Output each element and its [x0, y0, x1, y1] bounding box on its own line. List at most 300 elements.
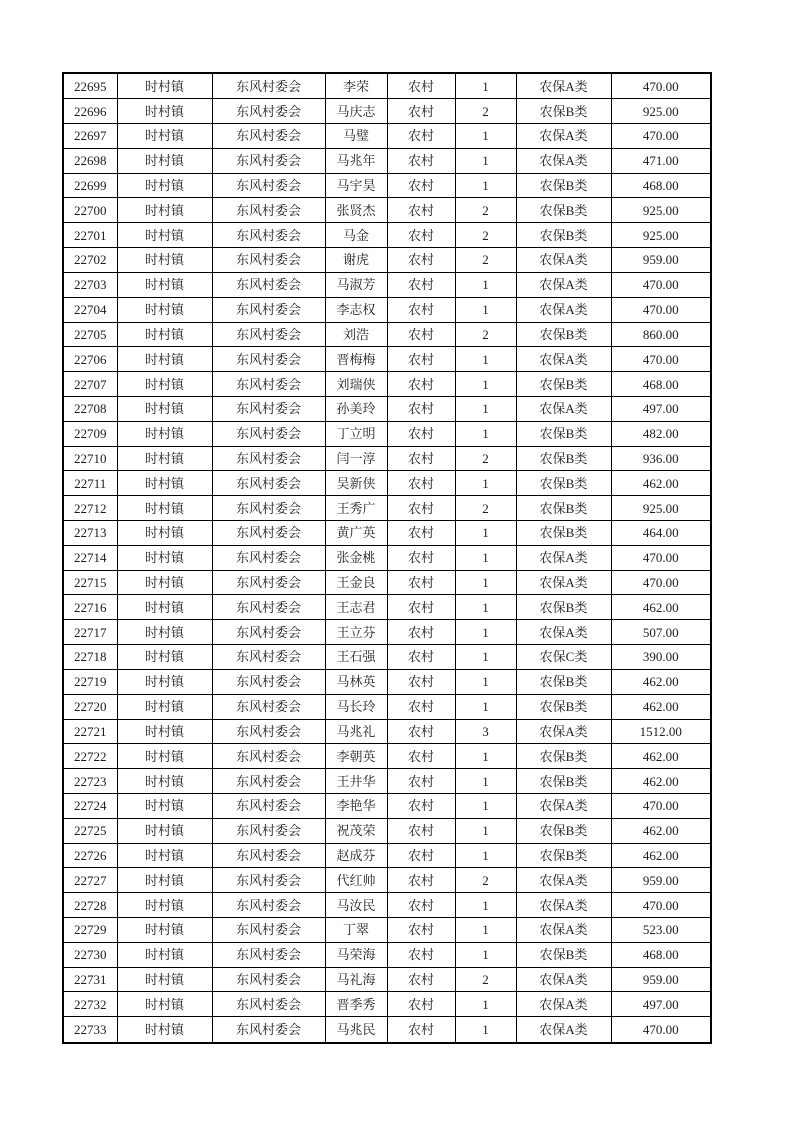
cell-town: 时村镇 [117, 372, 212, 397]
cell-town: 时村镇 [117, 620, 212, 645]
cell-insurance_type: 农保B类 [516, 669, 611, 694]
cell-amount: 470.00 [611, 297, 711, 322]
cell-id: 22715 [63, 570, 117, 595]
cell-town: 时村镇 [117, 297, 212, 322]
cell-amount: 470.00 [611, 893, 711, 918]
cell-town: 时村镇 [117, 967, 212, 992]
table-row [63, 372, 711, 397]
cell-committee: 东风村委会 [212, 769, 325, 794]
cell-insurance_type: 农保B类 [516, 521, 611, 546]
cell-committee: 东风村委会 [212, 793, 325, 818]
cell-committee: 东风村委会 [212, 297, 325, 322]
cell-town: 时村镇 [117, 645, 212, 670]
cell-amount: 860.00 [611, 322, 711, 347]
cell-name: 王金良 [325, 570, 387, 595]
cell-committee: 东风村委会 [212, 694, 325, 719]
cell-amount: 470.00 [611, 272, 711, 297]
cell-count: 1 [455, 272, 516, 297]
cell-count: 1 [455, 545, 516, 570]
cell-town: 时村镇 [117, 496, 212, 521]
cell-committee: 东风村委会 [212, 223, 325, 248]
cell-category: 农村 [387, 372, 455, 397]
cell-committee: 东风村委会 [212, 570, 325, 595]
cell-count: 1 [455, 645, 516, 670]
cell-town: 时村镇 [117, 322, 212, 347]
cell-count: 2 [455, 967, 516, 992]
cell-name: 王井华 [325, 769, 387, 794]
cell-name: 马金 [325, 223, 387, 248]
cell-committee: 东风村委会 [212, 173, 325, 198]
cell-count: 1 [455, 471, 516, 496]
cell-town: 时村镇 [117, 1017, 212, 1043]
cell-insurance_type: 农保A类 [516, 248, 611, 273]
cell-count: 1 [455, 1017, 516, 1043]
cell-committee: 东风村委会 [212, 893, 325, 918]
cell-name: 马兆年 [325, 148, 387, 173]
cell-id: 22728 [63, 893, 117, 918]
cell-category: 农村 [387, 521, 455, 546]
cell-insurance_type: 农保B类 [516, 694, 611, 719]
cell-town: 时村镇 [117, 421, 212, 446]
cell-town: 时村镇 [117, 347, 212, 372]
cell-category: 农村 [387, 297, 455, 322]
cell-id: 22723 [63, 769, 117, 794]
cell-town: 时村镇 [117, 396, 212, 421]
cell-insurance_type: 农保A类 [516, 347, 611, 372]
cell-town: 时村镇 [117, 893, 212, 918]
cell-committee: 东风村委会 [212, 471, 325, 496]
cell-insurance_type: 农保A类 [516, 992, 611, 1017]
cell-amount: 925.00 [611, 496, 711, 521]
table-row [63, 545, 711, 570]
cell-town: 时村镇 [117, 198, 212, 223]
cell-committee: 东风村委会 [212, 446, 325, 471]
cell-town: 时村镇 [117, 769, 212, 794]
cell-id: 22717 [63, 620, 117, 645]
cell-insurance_type: 农保B类 [516, 744, 611, 769]
cell-id: 22702 [63, 248, 117, 273]
table-row [63, 719, 711, 744]
table-row [63, 198, 711, 223]
cell-insurance_type: 农保B类 [516, 322, 611, 347]
table-row [63, 173, 711, 198]
table-row [63, 645, 711, 670]
cell-committee: 东风村委会 [212, 272, 325, 297]
cell-count: 1 [455, 843, 516, 868]
cell-town: 时村镇 [117, 446, 212, 471]
cell-town: 时村镇 [117, 223, 212, 248]
cell-amount: 464.00 [611, 521, 711, 546]
cell-insurance_type: 农保B类 [516, 769, 611, 794]
cell-town: 时村镇 [117, 793, 212, 818]
table-row [63, 868, 711, 893]
cell-name: 张贤杰 [325, 198, 387, 223]
cell-category: 农村 [387, 570, 455, 595]
cell-id: 22705 [63, 322, 117, 347]
cell-id: 22707 [63, 372, 117, 397]
cell-count: 2 [455, 868, 516, 893]
cell-name: 李志权 [325, 297, 387, 322]
cell-insurance_type: 农保A类 [516, 570, 611, 595]
cell-amount: 470.00 [611, 124, 711, 149]
cell-id: 22698 [63, 148, 117, 173]
cell-count: 1 [455, 992, 516, 1017]
cell-town: 时村镇 [117, 992, 212, 1017]
cell-town: 时村镇 [117, 471, 212, 496]
cell-id: 22721 [63, 719, 117, 744]
table-row [63, 272, 711, 297]
cell-count: 1 [455, 893, 516, 918]
cell-amount: 462.00 [611, 744, 711, 769]
cell-insurance_type: 农保A类 [516, 1017, 611, 1043]
cell-category: 农村 [387, 992, 455, 1017]
cell-category: 农村 [387, 918, 455, 943]
cell-amount: 1512.00 [611, 719, 711, 744]
cell-id: 22709 [63, 421, 117, 446]
cell-id: 22701 [63, 223, 117, 248]
table-row [63, 73, 711, 99]
table-body [63, 73, 711, 1043]
cell-insurance_type: 农保B类 [516, 372, 611, 397]
cell-count: 1 [455, 372, 516, 397]
cell-count: 3 [455, 719, 516, 744]
cell-count: 1 [455, 694, 516, 719]
cell-amount: 468.00 [611, 372, 711, 397]
cell-category: 农村 [387, 893, 455, 918]
cell-count: 1 [455, 918, 516, 943]
cell-name: 丁立明 [325, 421, 387, 446]
cell-name: 晋季秀 [325, 992, 387, 1017]
cell-name: 李艳华 [325, 793, 387, 818]
cell-committee: 东风村委会 [212, 73, 325, 99]
table-row [63, 148, 711, 173]
cell-committee: 东风村委会 [212, 347, 325, 372]
cell-committee: 东风村委会 [212, 719, 325, 744]
cell-name: 代红帅 [325, 868, 387, 893]
cell-name: 孙美玲 [325, 396, 387, 421]
cell-name: 马庆志 [325, 99, 387, 124]
cell-id: 22699 [63, 173, 117, 198]
cell-category: 农村 [387, 967, 455, 992]
table-row [63, 99, 711, 124]
cell-name: 马宇昊 [325, 173, 387, 198]
cell-category: 农村 [387, 744, 455, 769]
cell-insurance_type: 农保B类 [516, 595, 611, 620]
cell-amount: 925.00 [611, 99, 711, 124]
cell-town: 时村镇 [117, 744, 212, 769]
cell-amount: 523.00 [611, 918, 711, 943]
cell-name: 赵成芬 [325, 843, 387, 868]
cell-category: 农村 [387, 446, 455, 471]
cell-id: 22722 [63, 744, 117, 769]
cell-category: 农村 [387, 719, 455, 744]
cell-name: 马璧 [325, 124, 387, 149]
cell-town: 时村镇 [117, 272, 212, 297]
cell-insurance_type: 农保A类 [516, 620, 611, 645]
cell-amount: 390.00 [611, 645, 711, 670]
table-row [63, 843, 711, 868]
cell-id: 22697 [63, 124, 117, 149]
cell-category: 农村 [387, 99, 455, 124]
cell-amount: 497.00 [611, 992, 711, 1017]
cell-count: 1 [455, 744, 516, 769]
table-row [63, 769, 711, 794]
cell-name: 张金桃 [325, 545, 387, 570]
cell-id: 22732 [63, 992, 117, 1017]
cell-amount: 470.00 [611, 1017, 711, 1043]
cell-town: 时村镇 [117, 521, 212, 546]
cell-count: 1 [455, 570, 516, 595]
cell-category: 农村 [387, 396, 455, 421]
cell-id: 22716 [63, 595, 117, 620]
table-row [63, 347, 711, 372]
cell-amount: 468.00 [611, 942, 711, 967]
cell-id: 22730 [63, 942, 117, 967]
cell-id: 22724 [63, 793, 117, 818]
cell-town: 时村镇 [117, 148, 212, 173]
cell-id: 22703 [63, 272, 117, 297]
cell-amount: 462.00 [611, 843, 711, 868]
cell-name: 王秀广 [325, 496, 387, 521]
table-row [63, 620, 711, 645]
cell-count: 1 [455, 769, 516, 794]
cell-committee: 东风村委会 [212, 942, 325, 967]
cell-category: 农村 [387, 545, 455, 570]
cell-count: 1 [455, 396, 516, 421]
cell-insurance_type: 农保B类 [516, 223, 611, 248]
cell-category: 农村 [387, 148, 455, 173]
cell-category: 农村 [387, 694, 455, 719]
cell-insurance_type: 农保B类 [516, 173, 611, 198]
cell-insurance_type: 农保A类 [516, 967, 611, 992]
table-row [63, 322, 711, 347]
cell-category: 农村 [387, 818, 455, 843]
cell-count: 2 [455, 446, 516, 471]
cell-count: 1 [455, 347, 516, 372]
cell-town: 时村镇 [117, 173, 212, 198]
cell-insurance_type: 农保A类 [516, 719, 611, 744]
cell-name: 谢虎 [325, 248, 387, 273]
cell-committee: 东风村委会 [212, 967, 325, 992]
cell-id: 22733 [63, 1017, 117, 1043]
cell-insurance_type: 农保A类 [516, 148, 611, 173]
cell-committee: 东风村委会 [212, 918, 325, 943]
cell-town: 时村镇 [117, 545, 212, 570]
cell-count: 1 [455, 669, 516, 694]
cell-amount: 462.00 [611, 471, 711, 496]
cell-town: 时村镇 [117, 124, 212, 149]
cell-committee: 东风村委会 [212, 843, 325, 868]
cell-name: 马汝民 [325, 893, 387, 918]
cell-amount: 470.00 [611, 545, 711, 570]
cell-amount: 462.00 [611, 595, 711, 620]
table-row [63, 893, 711, 918]
cell-town: 时村镇 [117, 669, 212, 694]
cell-id: 22700 [63, 198, 117, 223]
cell-category: 农村 [387, 868, 455, 893]
cell-amount: 507.00 [611, 620, 711, 645]
cell-amount: 462.00 [611, 694, 711, 719]
cell-committee: 东风村委会 [212, 322, 325, 347]
cell-committee: 东风村委会 [212, 496, 325, 521]
cell-town: 时村镇 [117, 918, 212, 943]
cell-count: 2 [455, 99, 516, 124]
cell-id: 22731 [63, 967, 117, 992]
cell-committee: 东风村委会 [212, 669, 325, 694]
cell-committee: 东风村委会 [212, 1017, 325, 1043]
cell-town: 时村镇 [117, 868, 212, 893]
table-row [63, 248, 711, 273]
cell-insurance_type: 农保C类 [516, 645, 611, 670]
table-row [63, 521, 711, 546]
cell-amount: 497.00 [611, 396, 711, 421]
cell-category: 农村 [387, 843, 455, 868]
cell-town: 时村镇 [117, 818, 212, 843]
cell-id: 22719 [63, 669, 117, 694]
cell-name: 王志君 [325, 595, 387, 620]
cell-insurance_type: 农保A类 [516, 868, 611, 893]
cell-category: 农村 [387, 942, 455, 967]
cell-count: 1 [455, 818, 516, 843]
cell-id: 22706 [63, 347, 117, 372]
table-row [63, 124, 711, 149]
cell-category: 农村 [387, 645, 455, 670]
cell-town: 时村镇 [117, 719, 212, 744]
cell-id: 22729 [63, 918, 117, 943]
cell-insurance_type: 农保B类 [516, 446, 611, 471]
cell-count: 1 [455, 173, 516, 198]
table-row [63, 496, 711, 521]
cell-amount: 925.00 [611, 198, 711, 223]
cell-town: 时村镇 [117, 843, 212, 868]
cell-count: 1 [455, 942, 516, 967]
cell-name: 王立芬 [325, 620, 387, 645]
cell-id: 22695 [63, 73, 117, 99]
cell-name: 马兆礼 [325, 719, 387, 744]
cell-category: 农村 [387, 198, 455, 223]
cell-id: 22718 [63, 645, 117, 670]
cell-category: 农村 [387, 347, 455, 372]
cell-name: 闫一淳 [325, 446, 387, 471]
cell-amount: 959.00 [611, 248, 711, 273]
table-row [63, 1017, 711, 1043]
table-row [63, 421, 711, 446]
cell-count: 1 [455, 73, 516, 99]
cell-town: 时村镇 [117, 595, 212, 620]
table-row [63, 570, 711, 595]
cell-count: 1 [455, 521, 516, 546]
cell-insurance_type: 农保A类 [516, 396, 611, 421]
cell-amount: 482.00 [611, 421, 711, 446]
cell-insurance_type: 农保A类 [516, 73, 611, 99]
cell-category: 农村 [387, 496, 455, 521]
cell-id: 22696 [63, 99, 117, 124]
cell-amount: 470.00 [611, 73, 711, 99]
cell-category: 农村 [387, 272, 455, 297]
cell-name: 马长玲 [325, 694, 387, 719]
cell-category: 农村 [387, 471, 455, 496]
table-row [63, 446, 711, 471]
cell-id: 22727 [63, 868, 117, 893]
cell-amount: 462.00 [611, 769, 711, 794]
cell-name: 李朝英 [325, 744, 387, 769]
table-row [63, 918, 711, 943]
cell-id: 22714 [63, 545, 117, 570]
cell-category: 农村 [387, 793, 455, 818]
cell-amount: 959.00 [611, 868, 711, 893]
table-row [63, 297, 711, 322]
cell-name: 刘瑞侠 [325, 372, 387, 397]
cell-committee: 东风村委会 [212, 992, 325, 1017]
cell-committee: 东风村委会 [212, 248, 325, 273]
cell-category: 农村 [387, 322, 455, 347]
cell-amount: 925.00 [611, 223, 711, 248]
cell-insurance_type: 农保B类 [516, 496, 611, 521]
cell-count: 2 [455, 198, 516, 223]
cell-category: 农村 [387, 223, 455, 248]
cell-committee: 东风村委会 [212, 198, 325, 223]
cell-id: 22710 [63, 446, 117, 471]
cell-insurance_type: 农保B类 [516, 99, 611, 124]
cell-id: 22713 [63, 521, 117, 546]
cell-amount: 936.00 [611, 446, 711, 471]
cell-count: 1 [455, 297, 516, 322]
cell-category: 农村 [387, 421, 455, 446]
cell-insurance_type: 农保A类 [516, 893, 611, 918]
cell-insurance_type: 农保A类 [516, 545, 611, 570]
cell-id: 22704 [63, 297, 117, 322]
table-row [63, 223, 711, 248]
cell-count: 1 [455, 148, 516, 173]
table-row [63, 396, 711, 421]
cell-committee: 东风村委会 [212, 868, 325, 893]
cell-amount: 471.00 [611, 148, 711, 173]
cell-town: 时村镇 [117, 942, 212, 967]
cell-insurance_type: 农保A类 [516, 124, 611, 149]
cell-committee: 东风村委会 [212, 124, 325, 149]
cell-committee: 东风村委会 [212, 595, 325, 620]
cell-id: 22712 [63, 496, 117, 521]
cell-amount: 462.00 [611, 669, 711, 694]
cell-category: 农村 [387, 620, 455, 645]
cell-amount: 462.00 [611, 818, 711, 843]
cell-category: 农村 [387, 124, 455, 149]
cell-amount: 468.00 [611, 173, 711, 198]
cell-name: 马兆民 [325, 1017, 387, 1043]
cell-insurance_type: 农保A类 [516, 793, 611, 818]
cell-name: 晋梅梅 [325, 347, 387, 372]
cell-insurance_type: 农保B类 [516, 942, 611, 967]
cell-count: 1 [455, 595, 516, 620]
cell-category: 农村 [387, 173, 455, 198]
cell-name: 马荣海 [325, 942, 387, 967]
cell-amount: 470.00 [611, 570, 711, 595]
cell-count: 2 [455, 248, 516, 273]
cell-insurance_type: 农保A类 [516, 272, 611, 297]
cell-category: 农村 [387, 669, 455, 694]
cell-id: 22725 [63, 818, 117, 843]
cell-count: 1 [455, 421, 516, 446]
cell-committee: 东风村委会 [212, 421, 325, 446]
cell-insurance_type: 农保B类 [516, 818, 611, 843]
cell-id: 22726 [63, 843, 117, 868]
cell-committee: 东风村委会 [212, 521, 325, 546]
cell-insurance_type: 农保A类 [516, 918, 611, 943]
cell-committee: 东风村委会 [212, 545, 325, 570]
cell-committee: 东风村委会 [212, 818, 325, 843]
cell-id: 22711 [63, 471, 117, 496]
cell-insurance_type: 农保B类 [516, 421, 611, 446]
